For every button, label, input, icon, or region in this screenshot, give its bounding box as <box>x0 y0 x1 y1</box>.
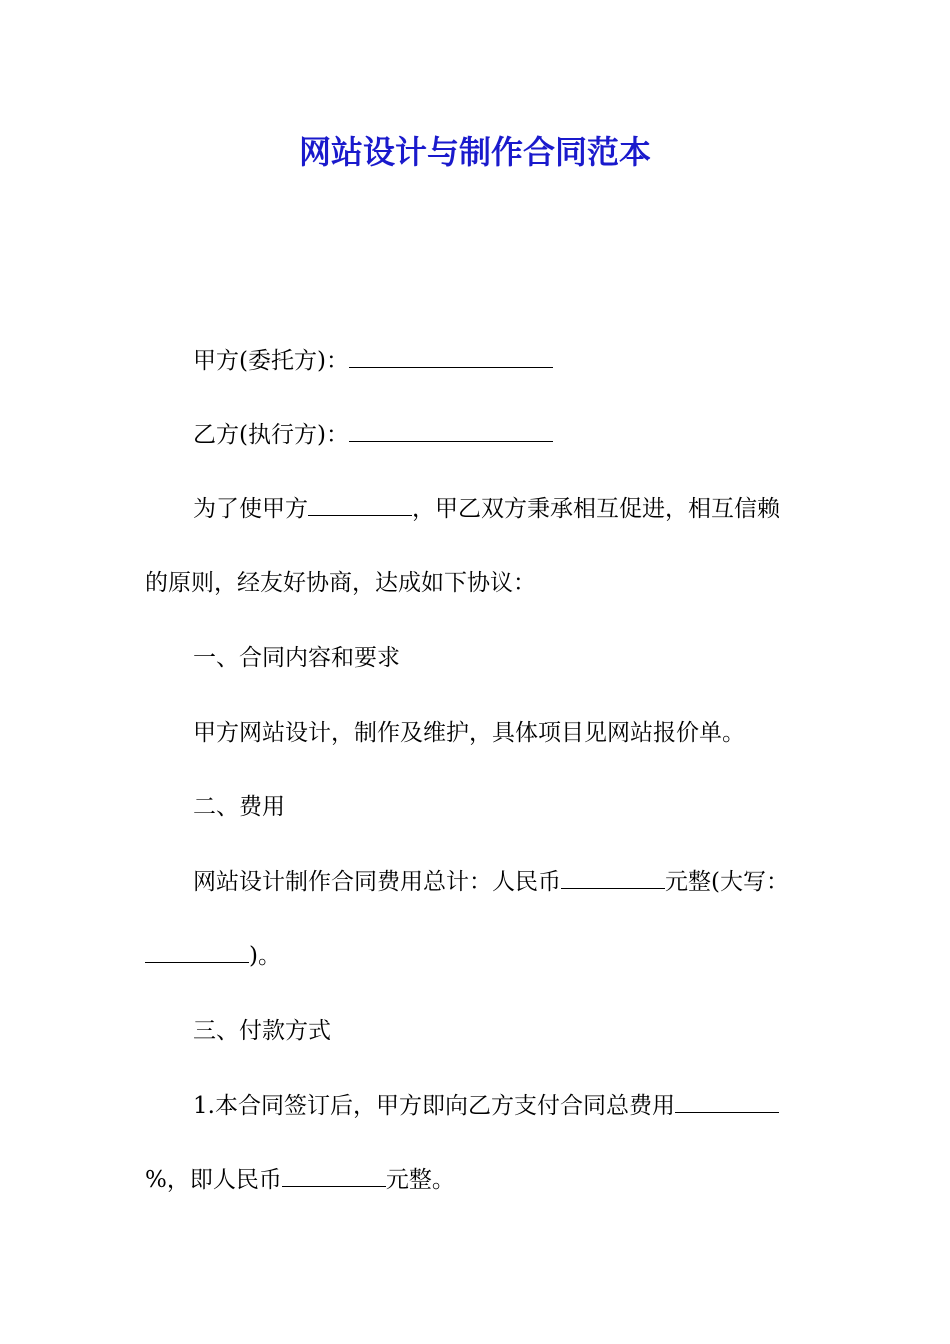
party-b-label: 乙方(执行方)： <box>193 422 349 448</box>
fee-text-1: 网站设计制作合同费用总计：人民币 <box>193 869 561 895</box>
payment-line-1 <box>193 1086 779 1126</box>
party-a-line <box>193 341 553 381</box>
fee-text-3: )。 <box>249 943 281 969</box>
preamble-text-1: 为了使甲方 <box>193 496 308 522</box>
fee-line-1 <box>193 862 789 902</box>
payment-text-3: 元整。 <box>385 1167 455 1193</box>
payment-line-2 <box>145 1160 455 1200</box>
section-1-heading: 一、合同内容和要求 <box>193 645 400 671</box>
preamble-line-1 <box>193 489 780 529</box>
fee-amount-blank[interactable] <box>561 868 665 889</box>
section-3-heading: 三、付款方式 <box>193 1018 331 1044</box>
section-1-body: 甲方网站设计，制作及维护，具体项目见网站报价单。 <box>193 720 745 746</box>
preamble-text-3: 的原则，经友好协商，达成如下协议： <box>145 570 536 596</box>
preamble-line-2 <box>145 563 536 603</box>
payment-text-2: %，即人民币 <box>145 1167 282 1193</box>
party-a-label: 甲方(委托方)： <box>193 348 349 374</box>
document-title: 网站设计与制作合同范本 <box>298 133 651 171</box>
party-b-line <box>193 415 553 455</box>
fee-line-2 <box>145 936 281 976</box>
party-b-blank[interactable] <box>349 421 553 442</box>
payment-amount-blank[interactable] <box>282 1166 386 1187</box>
payment-percent-blank[interactable] <box>675 1092 779 1113</box>
purpose-blank[interactable] <box>308 495 412 516</box>
party-a-blank[interactable] <box>349 347 553 368</box>
fee-uppercase-blank[interactable] <box>145 942 249 963</box>
preamble-text-2: ，甲乙双方秉承相互促进，相互信赖 <box>412 496 780 522</box>
section-2-heading: 二、费用 <box>193 794 285 820</box>
payment-text-1: 1.本合同签订后，甲方即向乙方支付合同总费用 <box>193 1093 675 1119</box>
fee-text-2: 元整(大写： <box>665 869 789 895</box>
